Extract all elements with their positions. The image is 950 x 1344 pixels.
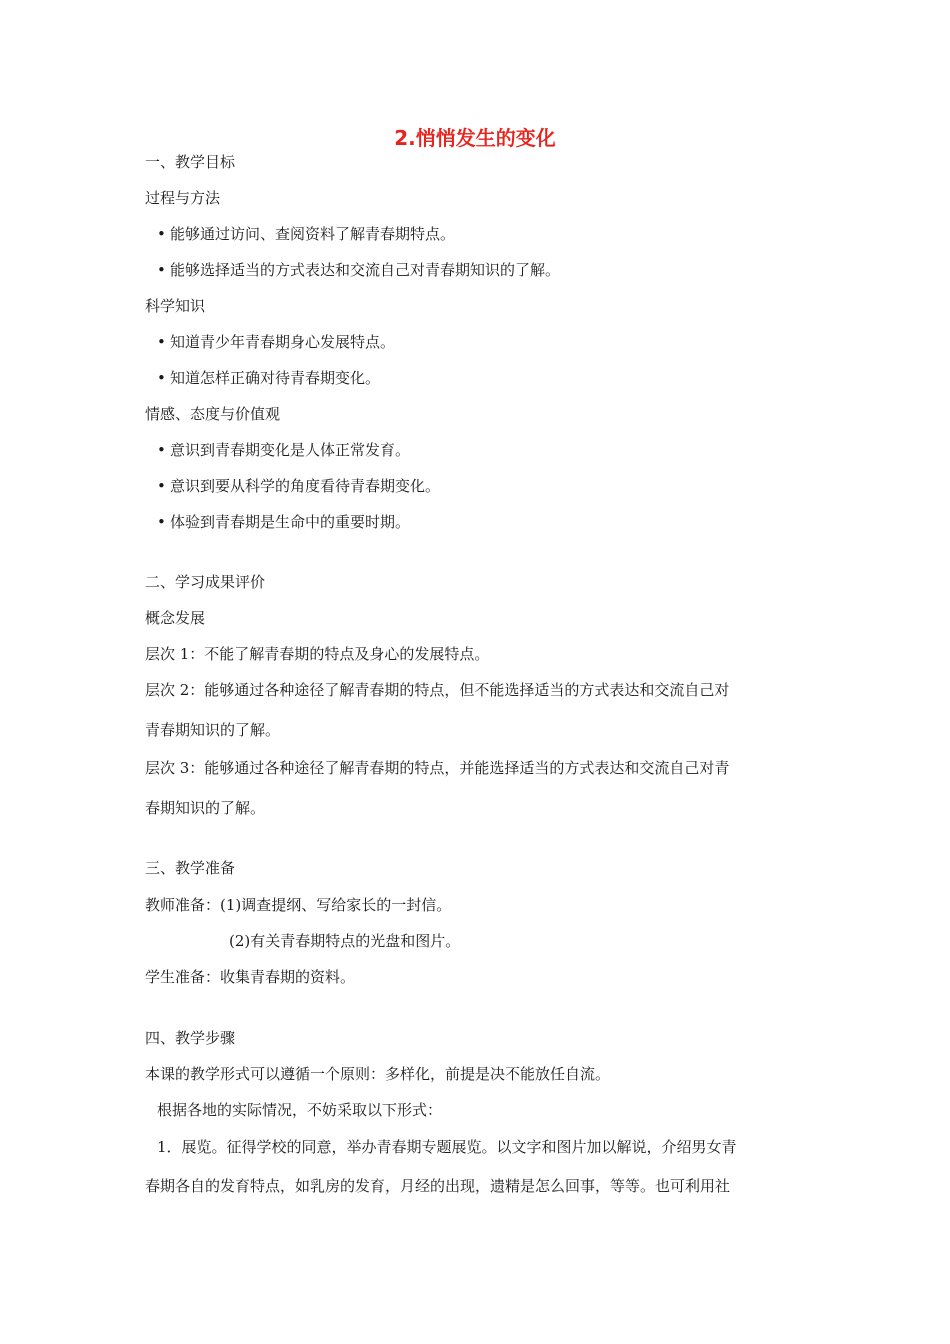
subheading-concept-development: 概念发展 bbox=[145, 609, 206, 627]
document-title: 2.悄悄发生的变化 bbox=[394, 126, 556, 150]
paragraph-line: 根据各地的实际情况，不妨采取以下形式： bbox=[157, 1101, 443, 1119]
section-heading-steps: 四、教学步骤 bbox=[145, 1029, 236, 1047]
paragraph-line: 春期各自的发育特点，如乳房的发育，月经的出现，遗精是怎么回事，等等。也可利用社 bbox=[145, 1177, 731, 1195]
bullet-item: • 意识到要从科学的角度看待青春期变化。 bbox=[157, 476, 440, 496]
bullet-item: • 意识到青春期变化是人体正常发育。 bbox=[157, 440, 410, 460]
paragraph-line: 本课的教学形式可以遵循一个原则：多样化，前提是决不能放任自流。 bbox=[145, 1065, 611, 1083]
section-heading-evaluation: 二、学习成果评价 bbox=[145, 573, 266, 591]
paragraph-line: 层次 1：不能了解青春期的特点及身心的发展特点。 bbox=[145, 645, 490, 663]
bullet-item: • 能够选择适当的方式表达和交流自己对青春期知识的了解。 bbox=[157, 260, 560, 280]
bullet-item: • 知道青少年青春期身心发展特点。 bbox=[157, 332, 395, 352]
paragraph-line: 春期知识的了解。 bbox=[145, 799, 266, 817]
paragraph-line: 学生准备：收集青春期的资料。 bbox=[145, 968, 356, 986]
paragraph-line: 1．展览。征得学校的同意，举办青春期专题展览。以文字和图片加以解说，介绍男女青 bbox=[157, 1138, 737, 1156]
bullet-item: • 能够通过访问、查阅资料了解青春期特点。 bbox=[157, 224, 455, 244]
section-heading-preparation: 三、教学准备 bbox=[145, 859, 236, 877]
bullet-item: • 知道怎样正确对待青春期变化。 bbox=[157, 368, 380, 388]
paragraph-line: 层次 2：能够通过各种途径了解青春期的特点，但不能选择适当的方式表达和交流自己对 bbox=[145, 681, 730, 699]
bullet-item: • 体验到青春期是生命中的重要时期。 bbox=[157, 512, 410, 532]
section-heading-objectives: 一、教学目标 bbox=[145, 153, 236, 171]
paragraph-line: 层次 3：能够通过各种途径了解青春期的特点，并能选择适当的方式表达和交流自己对青 bbox=[145, 759, 730, 777]
subheading-emotion-values: 情感、态度与价值观 bbox=[145, 405, 281, 423]
subheading-science-knowledge: 科学知识 bbox=[145, 297, 206, 315]
paragraph-line: (2)有关青春期特点的光盘和图片。 bbox=[229, 932, 461, 950]
paragraph-line: 青春期知识的了解。 bbox=[145, 721, 281, 739]
subheading-process-method: 过程与方法 bbox=[145, 189, 221, 207]
paragraph-line: 教师准备：(1)调查提纲、写给家长的一封信。 bbox=[145, 896, 452, 914]
